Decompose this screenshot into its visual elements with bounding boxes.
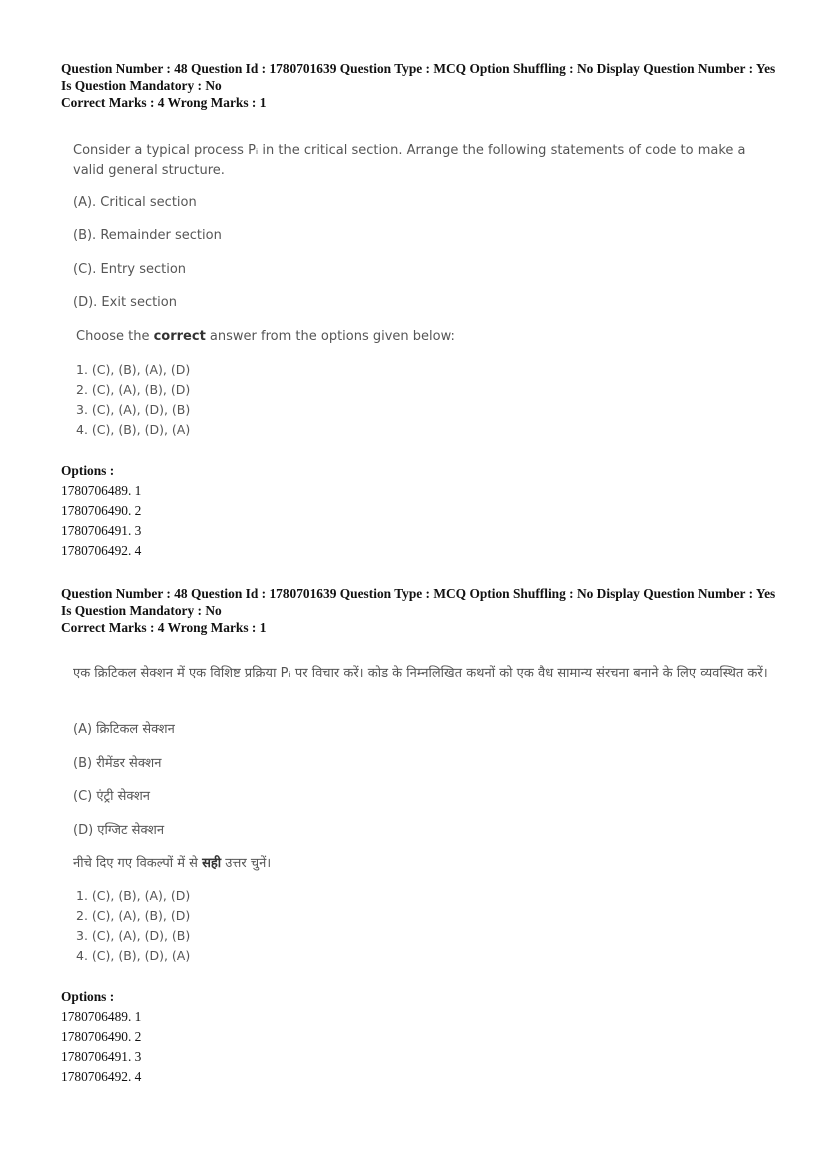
statement-c: (C) एंट्री सेक्शन xyxy=(73,789,151,804)
statement-d: (D). Exit section xyxy=(73,295,177,310)
question-stem: Consider a typical process Pᵢ in the critical section. Arrange the following statements of code to make a valid general structure. xyxy=(73,143,746,178)
statement-d: (D) एग्जिट सेक्शन xyxy=(73,823,165,838)
choose-emphasis: सही xyxy=(202,856,222,871)
statement-b: (B). Remainder section xyxy=(73,228,222,243)
choose-instruction: Choose the correct answer from the options given below: xyxy=(76,329,455,344)
option-4: 1780706492. 4 xyxy=(61,543,142,558)
statement-a: (A). Critical section xyxy=(73,195,197,210)
answer-choice-4: 4. (C), (B), (D), (A) xyxy=(76,948,191,963)
statement-b: (B) रीमेंडर सेक्शन xyxy=(73,756,162,771)
choose-emphasis: correct xyxy=(153,329,206,344)
mandatory-line: Is Question Mandatory : No xyxy=(61,78,222,93)
question-1-body xyxy=(73,141,773,441)
answer-choice-3: 3. (C), (A), (D), (B) xyxy=(76,928,191,943)
option-2: 1780706490. 2 xyxy=(61,503,142,518)
mandatory-line: Is Question Mandatory : No xyxy=(61,603,222,618)
option-1: 1780706489. 1 xyxy=(61,483,142,498)
option-3: 1780706491. 3 xyxy=(61,1049,142,1064)
question-header-line: Question Number : 48 Question Id : 1780701639 Question Type : MCQ Option Shuffling : No Display Question Number : Yes xyxy=(61,586,776,601)
marks-line: Correct Marks : 4 Wrong Marks : 1 xyxy=(61,620,267,635)
options-label: Options : xyxy=(61,989,115,1004)
answer-choice-2: 2. (C), (A), (B), (D) xyxy=(76,382,191,397)
marks-line: Correct Marks : 4 Wrong Marks : 1 xyxy=(61,95,267,110)
option-4: 1780706492. 4 xyxy=(61,1069,142,1084)
statement-a: (A) क्रिटिकल सेक्शन xyxy=(73,722,175,737)
option-3: 1780706491. 3 xyxy=(61,523,142,538)
options-label: Options : xyxy=(61,463,115,478)
statement-c: (C). Entry section xyxy=(73,262,187,277)
option-1: 1780706489. 1 xyxy=(61,1009,142,1024)
question-header-line: Question Number : 48 Question Id : 1780701639 Question Type : MCQ Option Shuffling : No Display Question Number : Yes xyxy=(61,61,776,76)
answer-choice-1: 1. (C), (B), (A), (D) xyxy=(76,362,191,377)
choose-instruction: नीचे दिए गए विकल्पों में से सही उत्तर चुनें। xyxy=(73,856,272,871)
question-2-meta xyxy=(61,585,781,636)
answer-choice-2: 2. (C), (A), (B), (D) xyxy=(76,908,191,923)
question-2-body xyxy=(73,664,773,969)
question-stem: एक क्रिटिकल सेक्शन में एक विशिष्ट प्रक्रिया Pᵢ पर विचार करें। कोड के निम्नलिखित कथनों को एक वैध सामान्य संरचना बनाने के लिए व्यवस्थित करें। xyxy=(73,666,768,681)
question-1-meta xyxy=(61,60,781,111)
option-2: 1780706490. 2 xyxy=(61,1029,142,1044)
answer-choice-1: 1. (C), (B), (A), (D) xyxy=(76,888,191,903)
answer-choice-4: 4. (C), (B), (D), (A) xyxy=(76,422,191,437)
answer-choice-3: 3. (C), (A), (D), (B) xyxy=(76,402,191,417)
